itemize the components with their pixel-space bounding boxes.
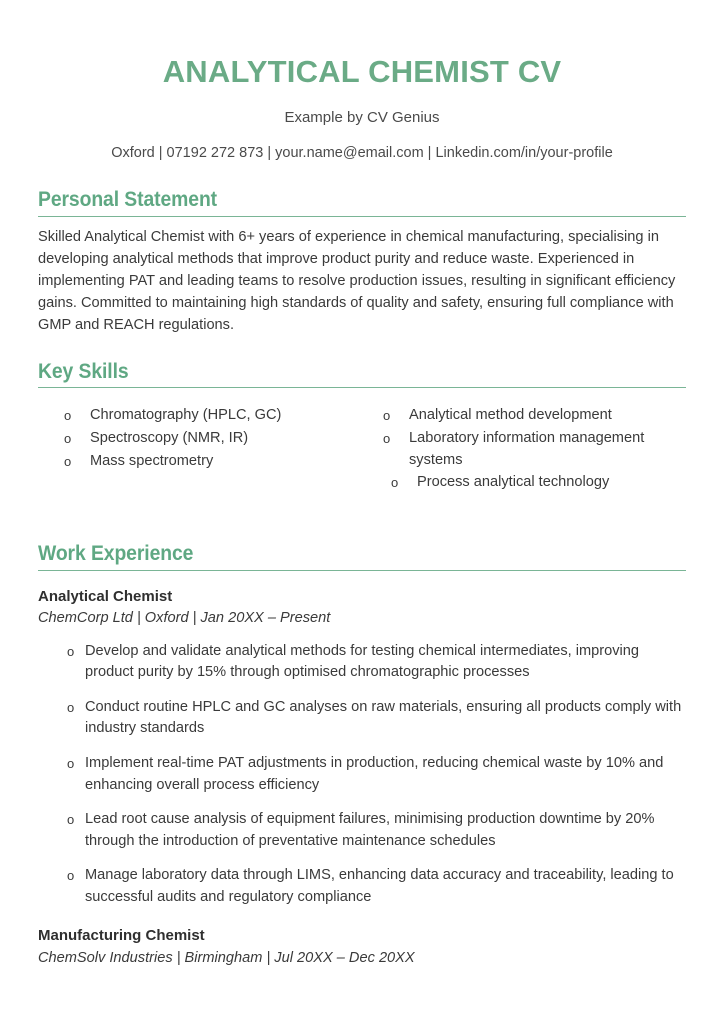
skill-list-item (371, 405, 686, 427)
bullet-marker-icon: o (67, 643, 75, 659)
bullet-marker-icon: o (383, 408, 391, 424)
bullet-marker-icon: o (383, 431, 391, 447)
section-body-work-experience (38, 571, 686, 969)
job-entry (38, 587, 686, 909)
job-bullet-list (38, 641, 686, 909)
skill-list-item (38, 428, 362, 450)
job-bullet-text: Conduct routine HPLC and GC analyses on raw materials, ensuring all products comply with industry standards (85, 698, 682, 737)
section-heading-key-skills: Key Skills (38, 358, 129, 383)
skill-label: Analytical method development (409, 407, 612, 424)
skill-label: Mass spectrometry (90, 452, 214, 469)
section-heading-personal-statement: Personal Statement (38, 186, 218, 211)
skill-label: Chromatography (HPLC, GC) (90, 407, 282, 424)
bullet-marker-icon: o (67, 699, 75, 715)
contact-line: Oxford | 07192 272 873 | your.name@email.com | Linkedin.com/in/your-profile (111, 145, 613, 162)
section-body-key-skills (38, 388, 686, 494)
job-bullet-text: Manage laboratory data through LIMS, enhancing data accuracy and traceability, leading to successful audits and regulatory compliance (85, 867, 674, 905)
job-bullet-text: Lead root cause analysis of equipment failures, minimising production downtime by 20% through the introduction of preventative maintenance schedules (85, 811, 655, 849)
skills-column-left (38, 405, 362, 494)
job-meta: ChemSolv Industries | Birmingham | Jul 20XX – Dec 20XX (38, 949, 415, 966)
job-bullet-item (38, 641, 686, 684)
section-body-personal-statement (38, 217, 686, 337)
job-title: Manufacturing Chemist (38, 927, 205, 945)
personal-statement-text: Skilled Analytical Chemist with 6+ years of experience in chemical manufacturing, specialising in developing analytical methods that improve product purity and reduce waste. Experienced in implementing PAT and leading teams to resolve production issues, resulting in significant efficiency gains. Committed to maintaining high standards of quality and safety, ensuring full compliance with GMP and REACH regulations. (38, 228, 676, 334)
bullet-marker-icon: o (67, 755, 75, 771)
skill-list-item (38, 451, 362, 473)
bullet-marker-icon: o (67, 868, 75, 884)
section-heading-work-experience: Work Experience (38, 540, 194, 565)
skill-label: Spectroscopy (NMR, IR) (90, 430, 249, 447)
bullet-marker-icon: o (391, 475, 399, 491)
cv-header (38, 0, 686, 163)
skills-column-right (362, 405, 686, 494)
section-personal-statement (38, 187, 686, 337)
job-bullet-item (38, 865, 686, 908)
section-key-skills (38, 359, 686, 495)
section-work-experience (38, 541, 686, 969)
job-bullet-item (38, 809, 686, 852)
job-title: Analytical Chemist (38, 587, 173, 605)
job-entry (38, 926, 686, 968)
skill-list-item (371, 472, 686, 494)
bullet-marker-icon: o (64, 431, 72, 447)
job-bullet-item (38, 753, 686, 796)
job-bullet-text: Implement real-time PAT adjustments in production, reducing chemical waste by 10% and enhancing overall process efficiency (85, 754, 664, 793)
job-meta: ChemCorp Ltd | Oxford | Jan 20XX – Present (38, 609, 331, 626)
skill-list-item (371, 428, 686, 471)
bullet-marker-icon: o (64, 453, 72, 469)
skill-list-item (38, 405, 362, 427)
skill-label: Laboratory information management systems (409, 430, 645, 468)
bullet-marker-icon: o (67, 812, 75, 828)
skills-columns (38, 397, 686, 494)
job-bullet-text: Develop and validate analytical methods for testing chemical intermediates, improving product purity by 15% through optimised chromatographic processes (85, 642, 640, 681)
skill-label: Process analytical technology (417, 474, 610, 491)
job-bullet-item (38, 697, 686, 740)
page-title: ANALYTICAL CHEMIST CV (162, 54, 562, 89)
cv-subtitle: Example by CV Genius (284, 108, 440, 126)
bullet-marker-icon: o (64, 408, 72, 424)
